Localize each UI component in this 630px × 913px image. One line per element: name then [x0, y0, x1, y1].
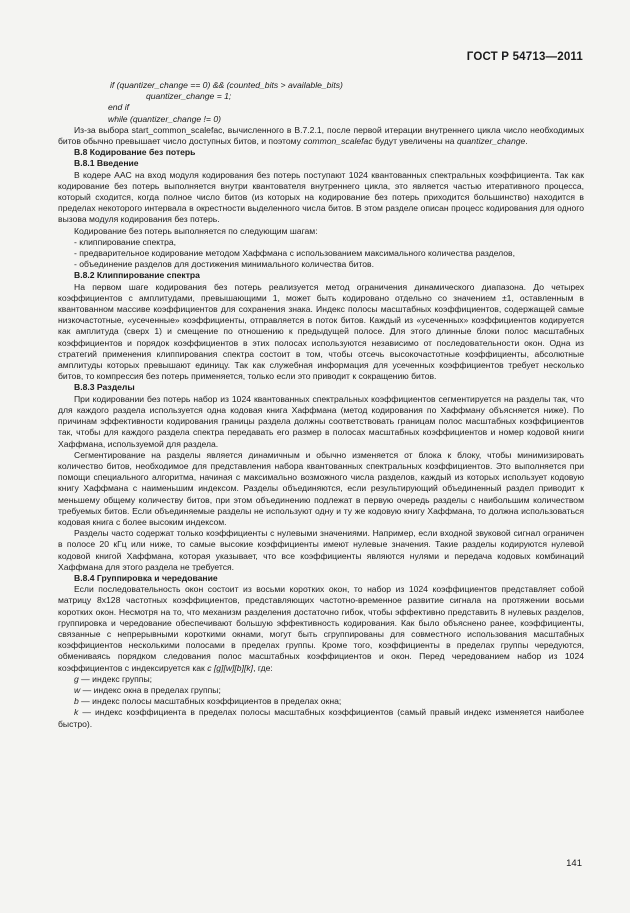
paragraph-7 [58, 584, 584, 674]
variable-b [58, 696, 584, 707]
intro-paragraph [58, 125, 584, 147]
section-heading-b81: В.8.1 Введение [74, 158, 139, 169]
paragraph-4: При кодировании без потерь набор из 1024 квантованных спектральных коэффициентов сегментируется на разделы так, что для каждого раздела используется одна кодовая книга Хаффмана (метод кодирования по Хаффману объясняется ниже). По причинам эффективности кодирования границы раздела должны соответствовать границам полос масштабных коэффициентов так, чтобы для каждого раздела спектра передавать его размер в полосах масштабных коэффициентов и номер кодовой книги Хаффмана, используемой для раздела. [58, 393, 584, 449]
section-heading-b8: В.8 Кодирование без потерь [74, 147, 196, 158]
paragraph-1: В кодере ААС на вход модуля кодирования без потерь поступают 1024 квантованных спектральных коэффициента. Так как кодирование без потерь выполняется внутри квантователя внутреннего цикла, это является частью итеративного процесса, который сходится, когда полное число битов (из которых на кодирование без потерь приходится большинство) находится в пределах некоторого интервала в окрестности выделенного числа битов. В этом разделе описан процесс кодирования для одного вызова модуля кодирования без потерь. [58, 169, 584, 225]
intro-text-b: будут увеличены на [372, 136, 457, 147]
paragraph-3: На первом шаге кодирования без потерь реализуется метод ограничения динамического диапазона. До четырех коэффициентов с амплитудами, превышающими 1, может быть кодировано отдельно со значением ±1, оставленным в квантованном массиве коэффициентов для сохранения знака. Индекс полосы масштабных коэффициентов, содержащей самые низкочастотные, «усеченные» коэффициенты, отправляется в поток битов. Каждый из «усеченных» коэффициентов кодируется как амплитуда (сверх 1) и смещение по отношению к предыдущей полосе. Для этого длинные блоки полос масштабных коэффициентов и порядок коэффициентов в этих полосах используются независимо от последовательности окон. Одна из стратегий применения клиппирования спектра состоит в том, чтобы отсечь высокочастотные коэффициенты, абсолютные амплитуды которых превышают единицу. Так как служебная информация для усеченных коэффициентов требует несколько битов, то компрессия без потерь применяется, только если это приводит к сокращению битов. [58, 281, 584, 382]
section-heading-b84: В.8.4 Группировка и чередование [74, 572, 218, 583]
variable-g-desc: — индекс группы; [78, 673, 153, 684]
intro-italic-b: quantizer_change [456, 136, 526, 147]
list-item-1: - клиппирование спектра, [74, 236, 177, 247]
variable-k-symbol: k [74, 707, 79, 718]
paragraph-2: Кодирование без потерь выполняется по следующим шагам: [74, 225, 318, 236]
list-item-2: - предварительное кодирование методом Хаффмана с использованием максимального количества разделов, [74, 248, 516, 259]
intro-text-a: Из-за выбора start_common_scalefac, вычисленного в В.7.2.1, после первой итерации внутреннего цикла число необходимых битов обычно превышает число доступных битов, и поэтому [58, 124, 584, 147]
variable-b-desc: — индекс полосы масштабных коэффициентов в пределах окна; [78, 696, 342, 707]
intro-text-c: . [525, 136, 528, 147]
code-line-3: end if [108, 102, 130, 113]
section-heading-b82: В.8.2 Клиппирование спектра [74, 270, 200, 281]
page-number: 141 [566, 858, 582, 869]
code-line-4: while (quantizer_change != 0) [108, 113, 221, 124]
variable-w [58, 685, 584, 696]
variable-w-symbol: w [74, 684, 81, 695]
paragraph-7-index: c [g][w][b][k] [207, 662, 254, 673]
page-content [58, 80, 584, 730]
variable-g [58, 674, 584, 685]
paragraph-6: Разделы часто содержат только коэффициенты с нулевыми значениями. Например, если входной звуковой сигнал ограничен в полосе 20 кГц или ниже, то самые высокие коэффициенты имеют нулевые значения. Такие разделы кодируются нулевой кодовой книгой Хаффмана, которая указывает, что все коэффициенты являются нулями и передача кодовых комбинаций Хаффмана для этого раздела не требуется. [58, 528, 584, 572]
variable-k [58, 707, 584, 729]
paragraph-7-text: Если последовательность окон состоит из восьми коротких окон, то набор из 1024 коэффициентов представляет собой матрицу 8x128 частотных коэффициентов, представляющих частотно-временное развитие сигнала на протяжении восьми коротких окон. Несмотря на то, что механизм разделения достаточно гибок, чтобы эффективно представить 8 нулевых разделов, группировка и чередование обеспечивают большую эффективность кодирования. Как было объяснено ранее, коэффициенты, связанные с непрерывными короткими окнами, могут быть сгруппированы для совместного использования масштабных коэффициентов несколькими полосами в пределах группы. Кроме того, коэффициенты в пределах группы чередуются, обмениваясь порядком следования полос масштабных коэффициентов и окон. Перед чередованием набор из 1024 коэффициентов с индексируется как [58, 584, 584, 673]
section-heading-b83: В.8.3 Разделы [74, 382, 135, 393]
paragraph-7-end: , где: [253, 662, 273, 673]
variable-k-desc: — индекс коэффициента в пределах полосы масштабных коэффициентов (самый правый индекс изменяется наиболее быстро). [58, 707, 584, 729]
variable-b-symbol: b [74, 696, 79, 707]
variable-g-symbol: g [74, 673, 79, 684]
variable-w-desc: — индекс окна в пределах группы; [80, 684, 221, 695]
paragraph-5: Сегментирование на разделы является динамичным и обычно изменяется от блока к блоку, чтобы минимизировать количество битов, необходимое для представления набора квантованных спектральных коэффициентов. Это выполняется при помощи специального алгоритма, начиная с максимально возможного числа разделов, каждый из которых использует кодовую книгу Хаффмана с наименьшим индексом. Разделы объединяются, если результирующий объединенный раздел приводит к меньшему общему количеству битов, при этом объединению подлежат в первую очередь разделы с наибольшим количеством требуемых битов. Если объединяемые разделы не используют одну и ту же кодовую книгу Хаффмана, то должна использоваться кодовая книга с более высоким индексом. [58, 449, 584, 527]
standard-header: ГОСТ Р 54713—2011 [466, 51, 583, 63]
list-item-3: - объединение разделов для достижения минимального количества битов. [74, 259, 375, 270]
code-line-1: if (quantizer_change == 0) && (counted_bits > available_bits) [110, 80, 343, 90]
code-line-2: quantizer_change = 1; [146, 91, 232, 102]
intro-italic-a: common_scalefac [303, 136, 373, 147]
